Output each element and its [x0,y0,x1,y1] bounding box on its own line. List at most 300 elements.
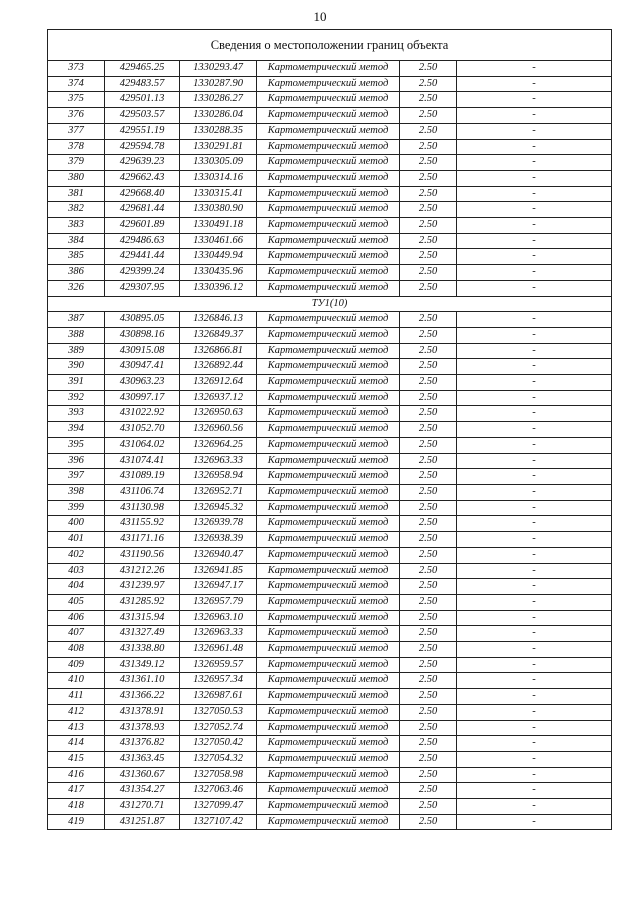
cell-accuracy: 2.50 [400,375,457,391]
cell-accuracy: 2.50 [400,437,457,453]
table-row [48,689,612,705]
cell-coord-x: 431363.45 [105,751,180,767]
cell-coord-x: 431270.71 [105,799,180,815]
cell-accuracy: 2.50 [400,814,457,830]
cell-method: Картометрический метод [257,689,400,705]
cell-coord-y: 1330287.90 [180,76,257,92]
cell-coord-y: 1326849.37 [180,327,257,343]
cell-accuracy: 2.50 [400,704,457,720]
cell-description: - [457,799,612,815]
cell-method: Картометрический метод [257,532,400,548]
cell-description: - [457,673,612,689]
cell-accuracy: 2.50 [400,92,457,108]
table-row [48,139,612,155]
cell-method: Картометрический метод [257,610,400,626]
cell-description: - [457,751,612,767]
cell-accuracy: 2.50 [400,406,457,422]
cell-point-number: 413 [48,720,105,736]
cell-point-number: 391 [48,375,105,391]
table-row [48,547,612,563]
cell-coord-x: 431378.91 [105,704,180,720]
cell-accuracy: 2.50 [400,265,457,281]
cell-description: - [457,343,612,359]
cell-coord-x: 429668.40 [105,186,180,202]
cell-coord-y: 1327099.47 [180,799,257,815]
cell-coord-x: 431130.98 [105,500,180,516]
cell-description: - [457,704,612,720]
table-row [48,123,612,139]
cell-accuracy: 2.50 [400,563,457,579]
cell-point-number: 410 [48,673,105,689]
cell-coord-x: 431239.97 [105,579,180,595]
table-row [48,469,612,485]
cell-coord-x: 431315.94 [105,610,180,626]
cell-coord-x: 429662.43 [105,170,180,186]
cell-coord-y: 1330435.96 [180,265,257,281]
cell-point-number: 378 [48,139,105,155]
cell-coord-x: 429399.24 [105,265,180,281]
cell-accuracy: 2.50 [400,139,457,155]
cell-method: Картометрический метод [257,642,400,658]
cell-method: Картометрический метод [257,500,400,516]
cell-point-number: 380 [48,170,105,186]
cell-coord-y: 1326964.25 [180,437,257,453]
cell-accuracy: 2.50 [400,422,457,438]
cell-description: - [457,155,612,171]
cell-description: - [457,375,612,391]
section-row [48,296,612,312]
cell-accuracy: 2.50 [400,202,457,218]
table-row [48,783,612,799]
cell-description: - [457,233,612,249]
cell-description: - [457,579,612,595]
cell-accuracy: 2.50 [400,108,457,124]
cell-coord-x: 429639.23 [105,155,180,171]
cell-point-number: 398 [48,484,105,500]
table-row [48,563,612,579]
table-row [48,579,612,595]
table-row [48,343,612,359]
table-row [48,280,612,296]
cell-accuracy: 2.50 [400,547,457,563]
cell-method: Картометрический метод [257,327,400,343]
cell-coord-y: 1330288.35 [180,123,257,139]
cell-description: - [457,547,612,563]
cell-method: Картометрический метод [257,422,400,438]
table-row [48,155,612,171]
cell-point-number: 390 [48,359,105,375]
cell-description: - [457,422,612,438]
cell-coord-y: 1330461.66 [180,233,257,249]
cell-description: - [457,186,612,202]
cell-description: - [457,406,612,422]
cell-description: - [457,594,612,610]
cell-point-number: 404 [48,579,105,595]
cell-accuracy: 2.50 [400,673,457,689]
cell-method: Картометрический метод [257,516,400,532]
cell-point-number: 403 [48,563,105,579]
cell-method: Картометрический метод [257,265,400,281]
cell-point-number: 419 [48,814,105,830]
cell-coord-y: 1330293.47 [180,61,257,77]
cell-accuracy: 2.50 [400,76,457,92]
cell-point-number: 373 [48,61,105,77]
cell-method: Картометрический метод [257,814,400,830]
cell-method: Картометрический метод [257,92,400,108]
cell-method: Картометрический метод [257,484,400,500]
cell-point-number: 418 [48,799,105,815]
cell-method: Картометрический метод [257,186,400,202]
cell-accuracy: 2.50 [400,123,457,139]
table-row [48,704,612,720]
cell-coord-y: 1326957.79 [180,594,257,610]
page-number: 10 [313,9,327,24]
cell-point-number: 417 [48,783,105,799]
cell-coord-x: 431155.92 [105,516,180,532]
cell-accuracy: 2.50 [400,170,457,186]
cell-description: - [457,767,612,783]
cell-point-number: 416 [48,767,105,783]
cell-point-number: 411 [48,689,105,705]
cell-accuracy: 2.50 [400,312,457,328]
boundary-coordinates-table [47,29,612,830]
cell-coord-y: 1327107.42 [180,814,257,830]
cell-method: Картометрический метод [257,547,400,563]
cell-coord-y: 1326963.33 [180,453,257,469]
cell-description: - [457,484,612,500]
cell-coord-y: 1327050.53 [180,704,257,720]
cell-method: Картометрический метод [257,202,400,218]
table-row [48,406,612,422]
cell-method: Картометрический метод [257,343,400,359]
cell-coord-y: 1330305.09 [180,155,257,171]
cell-description: - [457,61,612,77]
cell-point-number: 402 [48,547,105,563]
table-row [48,233,612,249]
cell-coord-y: 1327052.74 [180,720,257,736]
cell-coord-y: 1326960.56 [180,422,257,438]
cell-coord-y: 1326947.17 [180,579,257,595]
table-row [48,799,612,815]
cell-description: - [457,626,612,642]
cell-coord-x: 430915.08 [105,343,180,359]
cell-accuracy: 2.50 [400,799,457,815]
cell-coord-y: 1326952.71 [180,484,257,500]
cell-coord-x: 431212.26 [105,563,180,579]
cell-description: - [457,736,612,752]
cell-coord-x: 431376.82 [105,736,180,752]
cell-description: - [457,76,612,92]
cell-method: Картометрический метод [257,312,400,328]
cell-description: - [457,280,612,296]
cell-point-number: 326 [48,280,105,296]
cell-coord-y: 1326846.13 [180,312,257,328]
cell-coord-x: 431251.87 [105,814,180,830]
table-row [48,673,612,689]
cell-description: - [457,642,612,658]
cell-description: - [457,92,612,108]
cell-method: Картометрический метод [257,736,400,752]
cell-point-number: 381 [48,186,105,202]
cell-coord-x: 431106.74 [105,484,180,500]
cell-accuracy: 2.50 [400,484,457,500]
cell-method: Картометрический метод [257,218,400,234]
cell-coord-x: 431327.49 [105,626,180,642]
cell-description: - [457,783,612,799]
cell-description: - [457,657,612,673]
cell-method: Картометрический метод [257,170,400,186]
cell-description: - [457,469,612,485]
cell-method: Картометрический метод [257,720,400,736]
cell-coord-x: 429503.57 [105,108,180,124]
cell-coord-y: 1330291.81 [180,139,257,155]
cell-coord-y: 1330314.16 [180,170,257,186]
table-row [48,736,612,752]
cell-coord-x: 431360.67 [105,767,180,783]
cell-coord-y: 1326912.64 [180,375,257,391]
cell-description: - [457,108,612,124]
cell-description: - [457,610,612,626]
cell-accuracy: 2.50 [400,610,457,626]
cell-coord-y: 1326961.48 [180,642,257,658]
cell-point-number: 401 [48,532,105,548]
cell-description: - [457,170,612,186]
cell-description: - [457,202,612,218]
cell-accuracy: 2.50 [400,390,457,406]
cell-method: Картометрический метод [257,108,400,124]
cell-accuracy: 2.50 [400,579,457,595]
cell-coord-x: 429307.95 [105,280,180,296]
cell-method: Картометрический метод [257,626,400,642]
cell-coord-y: 1330380.90 [180,202,257,218]
table-row [48,610,612,626]
cell-point-number: 407 [48,626,105,642]
cell-coord-y: 1326958.94 [180,469,257,485]
cell-method: Картометрический метод [257,767,400,783]
cell-point-number: 376 [48,108,105,124]
cell-coord-x: 431349.12 [105,657,180,673]
table-row [48,532,612,548]
cell-method: Картометрический метод [257,437,400,453]
cell-coord-x: 431354.27 [105,783,180,799]
table-row [48,327,612,343]
table-row [48,500,612,516]
cell-description: - [457,312,612,328]
cell-method: Картометрический метод [257,673,400,689]
cell-point-number: 412 [48,704,105,720]
cell-accuracy: 2.50 [400,155,457,171]
cell-point-number: 382 [48,202,105,218]
cell-accuracy: 2.50 [400,218,457,234]
cell-description: - [457,516,612,532]
cell-accuracy: 2.50 [400,642,457,658]
cell-coord-y: 1326963.10 [180,610,257,626]
table-row [48,516,612,532]
table-row [48,170,612,186]
cell-description: - [457,689,612,705]
cell-point-number: 405 [48,594,105,610]
table-row [48,265,612,281]
cell-coord-x: 429601.89 [105,218,180,234]
cell-coord-y: 1327050.42 [180,736,257,752]
cell-coord-x: 431089.19 [105,469,180,485]
cell-description: - [457,265,612,281]
cell-accuracy: 2.50 [400,280,457,296]
cell-coord-y: 1330286.27 [180,92,257,108]
cell-method: Картометрический метод [257,249,400,265]
cell-point-number: 414 [48,736,105,752]
table-row [48,390,612,406]
cell-coord-y: 1327058.98 [180,767,257,783]
cell-point-number: 393 [48,406,105,422]
cell-coord-y: 1326892.44 [180,359,257,375]
cell-description: - [457,532,612,548]
cell-method: Картометрический метод [257,799,400,815]
cell-method: Картометрический метод [257,375,400,391]
cell-coord-x: 430947.41 [105,359,180,375]
cell-coord-x: 429486.63 [105,233,180,249]
cell-method: Картометрический метод [257,657,400,673]
cell-coord-y: 1330315.41 [180,186,257,202]
cell-coord-x: 431190.56 [105,547,180,563]
cell-description: - [457,390,612,406]
cell-accuracy: 2.50 [400,532,457,548]
cell-method: Картометрический метод [257,233,400,249]
table-row [48,108,612,124]
cell-coord-y: 1326959.57 [180,657,257,673]
cell-coord-x: 429594.78 [105,139,180,155]
cell-coord-x: 429501.13 [105,92,180,108]
cell-method: Картометрический метод [257,76,400,92]
table-row [48,186,612,202]
cell-coord-x: 431366.22 [105,689,180,705]
cell-point-number: 389 [48,343,105,359]
cell-coord-x: 430963.23 [105,375,180,391]
cell-description: - [457,327,612,343]
cell-point-number: 409 [48,657,105,673]
table-row [48,312,612,328]
cell-coord-x: 429483.57 [105,76,180,92]
cell-accuracy: 2.50 [400,751,457,767]
cell-coord-x: 430898.16 [105,327,180,343]
cell-point-number: 387 [48,312,105,328]
cell-coord-y: 1330396.12 [180,280,257,296]
cell-coord-y: 1327063.46 [180,783,257,799]
table-row [48,61,612,77]
cell-point-number: 377 [48,123,105,139]
cell-point-number: 374 [48,76,105,92]
cell-accuracy: 2.50 [400,500,457,516]
cell-point-number: 395 [48,437,105,453]
cell-coord-x: 431064.02 [105,437,180,453]
table-row [48,437,612,453]
cell-coord-y: 1326941.85 [180,563,257,579]
cell-accuracy: 2.50 [400,736,457,752]
cell-description: - [457,249,612,265]
cell-coord-y: 1326957.34 [180,673,257,689]
cell-coord-y: 1330286.04 [180,108,257,124]
cell-coord-y: 1326938.39 [180,532,257,548]
cell-point-number: 388 [48,327,105,343]
cell-coord-x: 431171.16 [105,532,180,548]
cell-description: - [457,123,612,139]
cell-coord-x: 429681.44 [105,202,180,218]
cell-accuracy: 2.50 [400,783,457,799]
table-row [48,375,612,391]
cell-description: - [457,218,612,234]
cell-method: Картометрический метод [257,579,400,595]
cell-point-number: 385 [48,249,105,265]
cell-coord-x: 429551.19 [105,123,180,139]
cell-accuracy: 2.50 [400,186,457,202]
cell-coord-x: 430895.05 [105,312,180,328]
cell-accuracy: 2.50 [400,657,457,673]
table-row [48,92,612,108]
cell-point-number: 386 [48,265,105,281]
table-row [48,626,612,642]
cell-coord-x: 429441.44 [105,249,180,265]
cell-method: Картометрический метод [257,280,400,296]
cell-coord-y: 1326937.12 [180,390,257,406]
cell-method: Картометрический метод [257,155,400,171]
cell-point-number: 408 [48,642,105,658]
cell-point-number: 397 [48,469,105,485]
cell-accuracy: 2.50 [400,359,457,375]
cell-coord-y: 1326950.63 [180,406,257,422]
cell-accuracy: 2.50 [400,469,457,485]
cell-description: - [457,139,612,155]
table-row [48,767,612,783]
cell-description: - [457,453,612,469]
table-row [48,594,612,610]
table-row [48,249,612,265]
cell-coord-y: 1326939.78 [180,516,257,532]
cell-coord-x: 429465.25 [105,61,180,77]
cell-coord-x: 431378.93 [105,720,180,736]
table-row [48,484,612,500]
cell-description: - [457,500,612,516]
cell-coord-x: 431361.10 [105,673,180,689]
cell-point-number: 400 [48,516,105,532]
table-row [48,720,612,736]
table-row [48,359,612,375]
cell-point-number: 406 [48,610,105,626]
cell-coord-x: 430997.17 [105,390,180,406]
cell-coord-x: 431052.70 [105,422,180,438]
cell-point-number: 375 [48,92,105,108]
cell-coord-x: 431285.92 [105,594,180,610]
cell-method: Картометрический метод [257,751,400,767]
cell-accuracy: 2.50 [400,327,457,343]
table-row [48,751,612,767]
cell-description: - [457,359,612,375]
cell-coord-x: 431074.41 [105,453,180,469]
cell-accuracy: 2.50 [400,594,457,610]
cell-method: Картометрический метод [257,390,400,406]
cell-accuracy: 2.50 [400,61,457,77]
cell-point-number: 399 [48,500,105,516]
table-title: Сведения о местоположении границ объекта [48,30,612,61]
cell-coord-y: 1326940.47 [180,547,257,563]
cell-coord-y: 1330491.18 [180,218,257,234]
table-row [48,218,612,234]
table-row [48,453,612,469]
cell-accuracy: 2.50 [400,689,457,705]
cell-point-number: 384 [48,233,105,249]
table-row [48,76,612,92]
cell-method: Картометрический метод [257,139,400,155]
cell-method: Картометрический метод [257,563,400,579]
